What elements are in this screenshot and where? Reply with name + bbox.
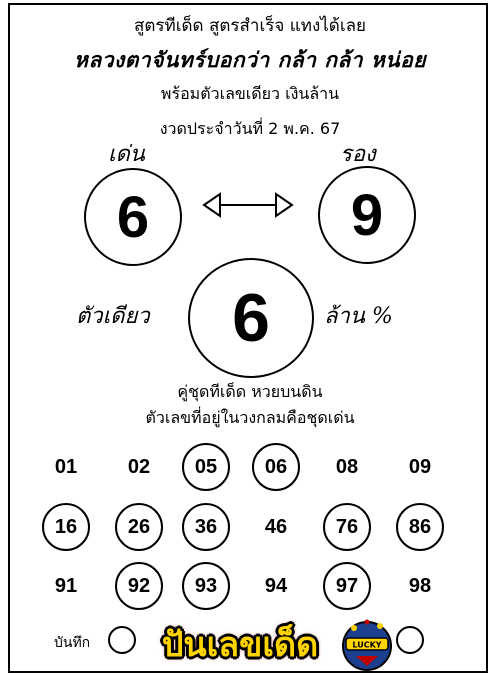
header-line-2: หลวงตาจันทร์บอกว่า กล้า กล้า หน่อย	[73, 47, 426, 72]
lucky-badge-icon	[338, 616, 396, 672]
highlighted-number: 76	[323, 503, 371, 551]
number: 02	[127, 455, 151, 478]
second-number-label: รอง	[340, 142, 376, 167]
number: 01	[54, 455, 78, 478]
number: 08	[335, 455, 359, 478]
record-label: บันทึก	[54, 635, 91, 651]
number: 09	[408, 455, 432, 478]
number: 98	[408, 574, 432, 597]
logo-text: ปันเลขเด็ด	[161, 625, 319, 665]
highlighted-number: 86	[396, 503, 444, 551]
highlighted-number: 36	[182, 503, 230, 551]
double-arrow-icon	[200, 188, 296, 222]
record-circle	[108, 626, 136, 654]
highlighted-number: 97	[323, 562, 371, 610]
draw-date: งวดประจำวันที่ 2 พ.ค. 67	[159, 119, 341, 138]
single-number-circle: 6	[188, 258, 314, 378]
number: 91	[54, 574, 78, 597]
million-label: ล้าน %	[324, 304, 393, 329]
logo-badge-text: LUCKY	[352, 640, 382, 650]
highlighted-number: 05	[182, 443, 230, 491]
highlighted-number: 93	[182, 562, 230, 610]
number: 94	[264, 574, 288, 597]
highlighted-number: 26	[115, 503, 163, 551]
highlighted-number: 06	[252, 443, 300, 491]
pairs-note: ตัวเลขที่อยู่ในวงกลมคือชุดเด่น	[145, 408, 355, 427]
single-number-label: ตัวเดียว	[76, 304, 150, 329]
header-line-1: สูตรทีเด็ด สูตรสำเร็จ แทงได้เลย	[133, 16, 367, 36]
highlighted-number: 92	[115, 562, 163, 610]
highlighted-number: 16	[42, 503, 90, 551]
record-circle	[396, 626, 424, 654]
pairs-title: คู่ชุดทีเด็ด หวยบนดิน	[177, 382, 323, 401]
second-number-circle: 9	[318, 166, 416, 264]
number: 46	[264, 515, 288, 538]
header-line-3: พร้อมตัวเลขเดียว เงินล้าน	[160, 84, 340, 103]
site-logo	[140, 614, 396, 674]
main-number-circle: 6	[84, 168, 182, 266]
main-number-label: เด่น	[108, 142, 145, 167]
